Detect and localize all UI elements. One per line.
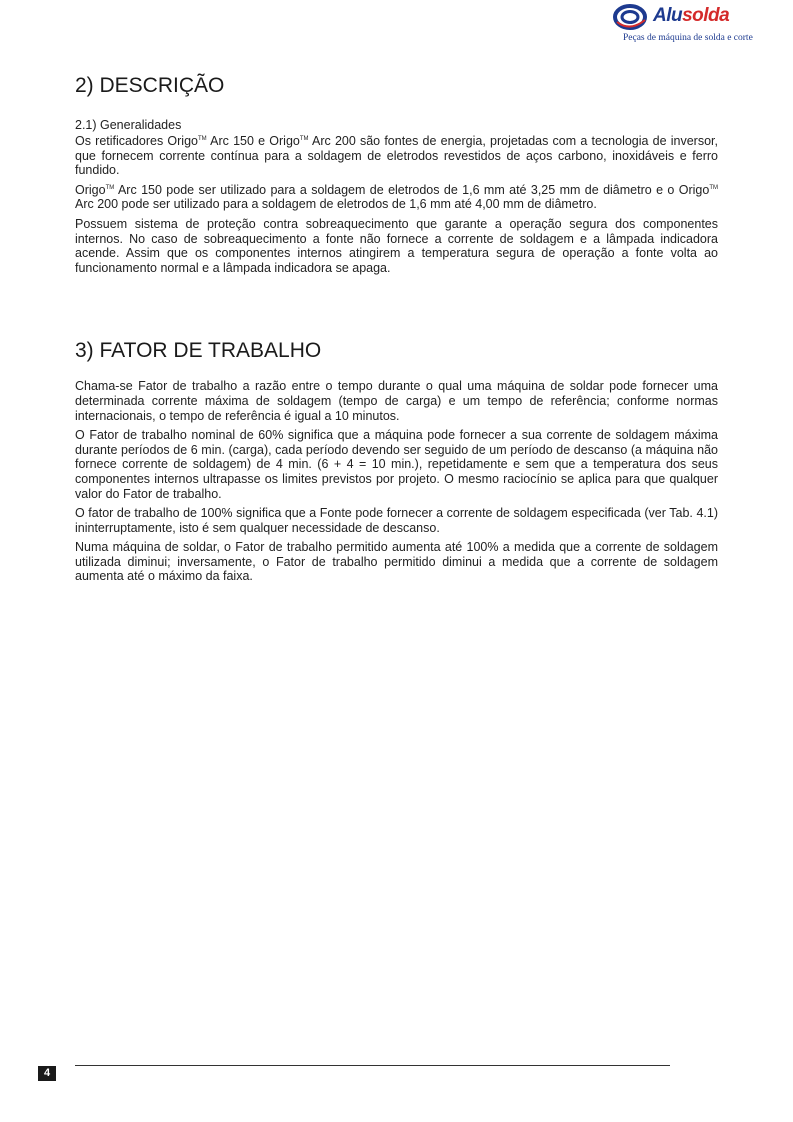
section-3-paragraph: Numa máquina de soldar, o Fator de trabalho permitido aumenta até 100% a medida que a corrente de soldagem utilizada diminui; inversamente, o Fator de trabalho permitido diminui a medida que a corrente de soldagem aumenta até o máximo da faixa. — [75, 540, 718, 584]
section-2-paragraph-3: Possuem sistema de proteção contra sobreaquecimento que garante a operação segura dos componentes internos. No caso de sobreaquecimento a fonte não fornece a corrente de soldagem e a lâmpada indicadora acende. Assim que os componentes internos atingirem a temperatura segura de operação a fonte volta ao funcionamento normal e a lâmpada indicadora se apaga. — [75, 216, 718, 275]
trademark-symbol: TM — [105, 184, 115, 191]
section-3-paragraph: O fator de trabalho de 100% significa que a Fonte pode fornecer a corrente de soldagem especificada (ver Tab. 4.1) ininterruptamente, isto é sem qualquer necessidade de descanso. — [75, 506, 718, 535]
trademark-symbol: TM — [299, 136, 309, 142]
section-2-paragraph-1: Os retificadores Origo™ Arc 150 e Origo™ Arc 200 são fontes de energia, projetadas com a tecnologia de inversor, que fornecem corrente contínua para a soldagem de eletrodos revestidos de aços carbono, inoxidáveis e ferro fundido. — [75, 134, 718, 178]
section-2-title: 2) DESCRIÇÃO — [75, 74, 225, 97]
section-2-paragraph-2: Origo™ Arc 150 pode ser utilizado para a soldagem de eletrodos de 1,6 mm até 3,25 mm de diâmetro e o Origo™ Arc 200 pode ser utilizado para a soldagem de eletrodos de 1,6 mm até 4,00 mm de diâmetro. — [75, 182, 718, 212]
logo-swirl-icon — [613, 2, 653, 32]
section-3-paragraph: Chama-se Fator de trabalho a razão entre o tempo durante o qual uma máquina de soldar pode fornecer uma determinada corrente máxima de soldagem (tempo de carga) e um tempo de referência; conforme normas internacionais, o tempo de referência é igual a 10 minutos. — [75, 379, 718, 423]
logo-tagline: Peças de máquina de solda e corte — [623, 33, 753, 43]
logo-brand-prefix: Alu — [653, 5, 683, 26]
subsection-2-1-title: 2.1) Generalidades — [75, 118, 182, 132]
page-number: 4 — [38, 1066, 56, 1081]
logo-brand-suffix: solda — [682, 5, 730, 26]
page-content — [75, 70, 718, 589]
trademark-symbol: TM — [709, 184, 718, 191]
section-3-title: 3) FATOR DE TRABALHO — [75, 339, 322, 363]
trademark-symbol: TM — [198, 136, 207, 142]
logo-brand-text — [653, 5, 729, 27]
alusolda-logo — [613, 2, 753, 48]
footer-divider — [75, 1065, 670, 1066]
section-3-paragraph: O Fator de trabalho nominal de 60% significa que a máquina pode fornecer a sua corrente de soldagem máxima durante períodos de 6 min. (carga), cada período devendo ser seguido de um período de descanso (a máquina não fornece corrente de soldagem) de 4 min. (6 + 4 = 10 min.), repetidamente e sem que a temperatura dos seus componentes internos ultrapasse os limites previstos por projeto. O mesmo raciocínio se aplica para que qualquer valor do Fator de trabalho. — [75, 428, 718, 501]
